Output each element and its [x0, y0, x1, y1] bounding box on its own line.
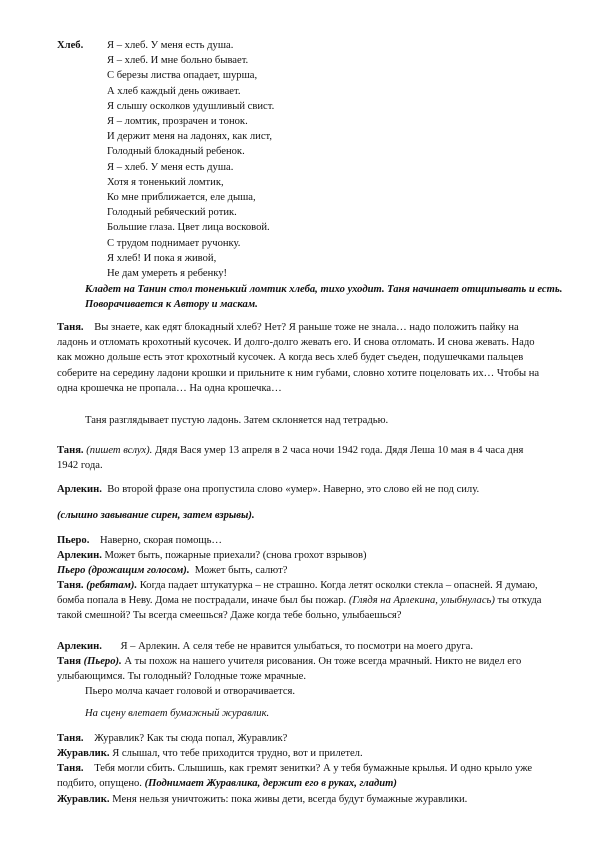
- poem-line: Не дам умереть я ребенку!: [107, 268, 228, 280]
- speaker-arlekin: Арлекин.: [57, 550, 102, 561]
- pierrot-line-1: [57, 533, 547, 548]
- speaker-tanya: Таня.: [57, 733, 84, 744]
- poem-line: Я – хлеб. И мне больно бывает.: [107, 55, 249, 67]
- tanya-writes-direction: (пишет вслух).: [86, 445, 153, 456]
- poem-line: Я – хлеб. У меня есть душа.: [107, 40, 234, 51]
- speaker-tanya: Таня.: [57, 322, 84, 333]
- stage-direction-4: На сцену влетает бумажный журавлик.: [85, 708, 270, 719]
- crane-line-2-text: Меня нельзя уничтожить: пока живы дети, всегда будут бумажные журавлики.: [112, 794, 468, 805]
- stage-direction-1: Кладет на Танин стол тоненький ломтик хлеба, тихо уходит. Таня начинает отщипывать и есть. Поворачивается к Автору и маскам.: [85, 284, 563, 311]
- tanya-monologue: [57, 320, 547, 396]
- speaker-crane: Журавлик.: [57, 748, 110, 759]
- poem-line: Голодный блокадный ребенок.: [107, 146, 245, 158]
- speaker-tanya: Таня: [57, 656, 81, 667]
- poem-line: Хотя я тоненький ломтик,: [107, 176, 224, 188]
- tanya-to-pierrot: [57, 654, 547, 700]
- poem-line: Ко мне приближается, еле дыша,: [107, 192, 256, 204]
- speaker-arlekin: Арлекин.: [57, 641, 102, 652]
- arlekin-line-1-text: Во второй фразе она пропустила слово «умер». Наверно, это слово ей не под силу.: [107, 484, 480, 495]
- tanya-to-kids: [57, 578, 547, 624]
- speaker-tanya: Таня.: [57, 445, 84, 456]
- crane-line-2: [57, 792, 547, 807]
- arlekin-line-3-text: Я – Арлекин. А селя тебе не нравится улыбаться, то посмотри на моего друга.: [120, 641, 473, 652]
- speaker-pierrot: Пьеро: [57, 565, 86, 576]
- crane-line-1: [57, 746, 547, 761]
- tanya-line-5: [57, 731, 547, 746]
- pierrot-line-2-direction: (дрожащим голосом).: [88, 565, 190, 576]
- pierrot-silent-direction: Пьеро молча качает головой и отворачивается.: [85, 686, 296, 698]
- speaker-tanya: Таня.: [57, 763, 84, 774]
- speaker-crane: Журавлик.: [57, 794, 110, 805]
- speaker-bread: Хлеб.: [57, 40, 84, 51]
- arlekin-line-3: [57, 639, 547, 654]
- arlekin-line-2: [57, 548, 547, 563]
- tanya-to-kids-text-2: ты откуда такой смешной? Ты всегда смеешься? Даже когда тебе больно, улыбаешься?: [57, 595, 542, 622]
- tanya-writes: [57, 443, 547, 473]
- speaker-arlekin: Арлекин.: [57, 484, 102, 495]
- speaker-pierrot: Пьеро.: [57, 535, 90, 546]
- poem-line: Я – ломтик, прозрачен и тонок.: [107, 116, 248, 128]
- speaker-tanya: Таня.: [57, 580, 84, 591]
- tanya-to-pierrot-direction: (Пьеро).: [83, 656, 122, 667]
- pierrot-line-2: [57, 563, 547, 578]
- tanya-to-pierrot-text: А ты похож на нашего учителя рисования. Он тоже всегда мрачный. Никто не видел его улыбающимся. Ты голодный? Голодные тоже мрачные.: [57, 656, 522, 683]
- crane-line-1-text: Я слышал, что тебе приходится трудно, вот и прилетел.: [112, 748, 363, 759]
- poem-line: Голодный ребяческий ротик.: [107, 207, 237, 219]
- arlekin-line-2-direction: (снова грохот взрывов): [262, 550, 367, 561]
- poem-line: Большие глаза. Цвет лица восковой.: [107, 222, 270, 234]
- arlekin-line-2-text: Может быть, пожарные приехали?: [104, 550, 263, 561]
- tanya-writes-text: Дядя Вася умер 13 апреля в 2 часа ночи 1942 года. Дядя Леша 10 мая в 4 часа дня 1942 года.: [57, 445, 524, 472]
- tanya-line-6-direction: (Поднимает Журавлика, держит его в руках, гладит): [144, 778, 397, 790]
- pierrot-line-2-text: Может быть, салют?: [194, 565, 288, 576]
- tanya-to-kids-text-1: Когда падает штукатурка – не страшно. Когда летят осколки стекла – опасней. Я думаю, бомба попала в Неву. Дома не пострадали, иначе был бы пожар.: [57, 580, 538, 607]
- poem-line: Я – хлеб. У меня есть душа.: [107, 161, 234, 173]
- poem-line: С трудом поднимает ручонку.: [107, 237, 241, 249]
- stage-direction-3: (слышно завывание сирен, затем взрывы).: [57, 510, 255, 521]
- poem-line: А хлеб каждый день оживает.: [107, 85, 241, 97]
- poem-line: Я слышу осколков удушливый свист.: [107, 100, 275, 112]
- tanya-to-kids-direction: (ребятам).: [86, 580, 138, 591]
- tanya-monologue-text: Вы знаете, как едят блокадный хлеб? Нет? Я раньше тоже не знала… надо положить пайку на ладонь и отломать крохотный кусочек. И долго-долго жевать его. И снова отломать. И снова жевать. Надо как можно дольше есть этот крохотный кусочек. А когда весь хлеб будет съеден, подушечками пальцев соберите на середину ладони крошки и прильните к ним губами, словно хотите поцеловать их… Чтобы на одна крошечка не пропала… На одна крошечка…: [57, 322, 540, 394]
- poem-line: Я хлеб! И пока я живой,: [107, 252, 217, 264]
- arlekin-line-1: [57, 482, 547, 497]
- tanya-line-5-text: Журавлик? Как ты сюда попал, Журавлик?: [94, 733, 288, 744]
- tanya-line-6-text: Тебя могли сбить. Слышишь, как гремят зенитки? А у тебя бумажные крылья. И одно крыло уже подбито, опущено.: [57, 763, 533, 790]
- tanya-to-kids-direction-2: (Глядя на Арлекина, улыбнулась): [348, 595, 495, 607]
- tanya-line-6: [57, 761, 547, 791]
- stage-direction-2: Таня разглядывает пустую ладонь. Затем склоняется над тетрадью.: [85, 415, 389, 426]
- pierrot-line-1-text: Наверно, скорая помощь…: [99, 535, 223, 546]
- poem-line: И держит меня на ладонях, как лист,: [107, 131, 273, 143]
- poem-line: С березы листва опадает, шурша,: [107, 70, 258, 82]
- bread-poem: [107, 38, 407, 281]
